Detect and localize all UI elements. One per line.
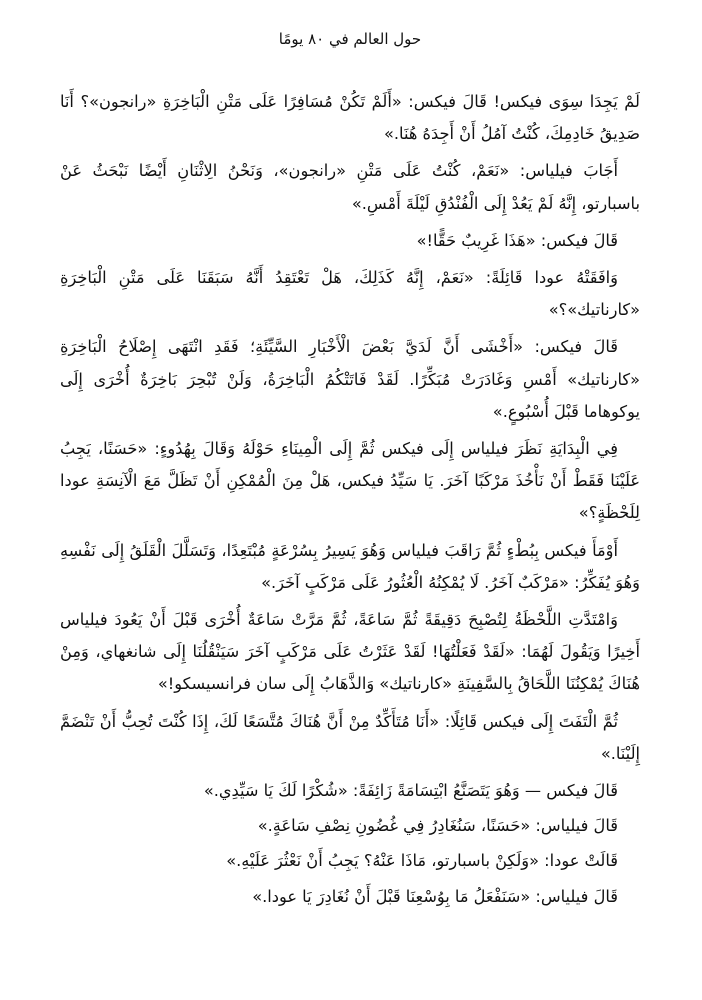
paragraph: قَالَ فيلياس: «سَنَفْعَلُ مَا بِوُسْعِنَا قَبْلَ أَنْ نُغَادِرَ يَا عودا.» [252, 886, 618, 906]
paragraph: وَامْتَدَّتِ اللَّحْظَةُ لِتُصْبِحَ دَقِيقَةً ثُمَّ سَاعَةً، ثُمَّ مَرَّتْ سَاعَةٌ أُخْرَى قَبْلَ أَنْ يَعُودَ فيلياس أَخِيرًا وَيَقُولَ لَهُمَا: «لَقَدْ فَعَلْتُهَا! لَقَدْ عَثَرْتُ عَلَى مَرْكَبٍ آخَرَ سَيَنْقُلُنَا إِلَى شانغهاي، وَمِنْ هُنَاكَ يُمْكِنُنَا اللَّحَاقُ بِالسَّفِينَةِ «كارناتيك» وَالذَّهَابُ إِلَى سان فرانسيسكو!» [60, 610, 640, 694]
paragraph: قَالَ فيكس: «أَخْشَى أَنَّ لَدَيَّ بَعْضَ الْأَخْبَارِ السَّيِّئَةِ؛ فَقَدِ انْتَهَى إِصْلَاحُ الْبَاخِرَةِ «كارناتيك» أَمْسِ وَغَادَرَتْ مُبَكِّرًا. لَقَدْ فَاتَتْكُمُ الْبَاخِرَةُ، وَلَنْ تُبْحِرَ بَاخِرَةٌ أُخْرَى إِلَى يوكوهاما قَبْلَ أُسْبُوعٍ.» [60, 337, 640, 421]
paragraph: قَالَتْ عودا: «وَلَكِنْ باسبارتو، مَاذَا عَنْهُ؟ يَجِبُ أَنْ نَعْثُرَ عَلَيْهِ.» [226, 851, 618, 871]
paragraph: أَوْمَأَ فيكس بِبُطْءٍ ثُمَّ رَاقَبَ فيلياس وَهُوَ يَسِيرُ بِسُرْعَةٍ مُبْتَعِدًا، وَتَسَلَّلَ الْقَلَقُ إِلَى نَفْسِهِ وَهُوَ يُفَكِّرُ: «مَرْكَبٌ آخَرُ. لَا يُمْكِنُهُ الْعُثُورُ عَلَى مَرْكَبٍ آخَرَ.» [60, 540, 640, 592]
paragraph: قَالَ فيكس — وَهُوَ يَتَصَنَّعُ ابْتِسَامَةً زَائِفَةً: «شُكْرًا لَكَ يَا سَيِّدِي.» [203, 781, 618, 801]
body-text [60, 86, 640, 913]
running-header: حول العالم في ٨٠ يومًا [278, 30, 422, 48]
paragraph: قَالَ فيكس: «هَذَا غَرِيبٌ حَقًّا!» [416, 230, 618, 250]
paragraph: قَالَ فيلياس: «حَسَنًا، سَنُغَادِرُ فِي غُضُونِ نِصْفِ سَاعَةٍ.» [257, 816, 618, 836]
paragraph: فِي الْبِدَايَةِ نَظَرَ فيلياس إِلَى فيكس ثُمَّ إِلَى الْمِينَاءِ حَوْلَهُ وَقَالَ بِهُدُوءٍ: «حَسَنًا، يَجِبُ عَلَيْنَا فَقَطْ أَنْ نَأْخُذَ مَرْكَبًا آخَرَ. يَا سَيِّدُ فيكس، هَلْ مِنَ الْمُمْكِنِ أَنْ تَظَلَّ مَعَ الْآنِسَةِ عودا لِلَحْظَةٍ؟» [60, 439, 640, 523]
paragraph: وَافَقَتْهُ عودا قَائِلَةً: «نَعَمْ، إِنَّهُ كَذَلِكَ، هَلْ تَعْتَقِدُ أَنَّهُ سَبَقَنَا عَلَى مَتْنِ الْبَاخِرَةِ «كارناتيك»؟» [60, 268, 640, 320]
paragraph: لَمْ يَجِدَا سِوَى فيكس! قَالَ فيكس: «أَلَمْ تَكُنْ مُسَافِرًا عَلَى مَتْنِ الْبَاخِرَةِ «رانجون»؟ أَنَا صَدِيقُ خَادِمِكَ، كُنْتُ آمُلُ أَنْ أَجِدَهُ هُنَا.» [60, 92, 640, 144]
paragraph: أَجَابَ فيلياس: «نَعَمْ، كُنْتُ عَلَى مَتْنِ «رانجون»، وَنَحْنُ الِاثْنَانِ أَيْضًا نَبْحَثُ عَنْ باسبارتو، إِنَّهُ لَمْ يَعُدْ إِلَى الْفُنْدُقِ لَيْلَةَ أَمْسِ.» [60, 161, 640, 213]
paragraph: ثُمَّ الْتَفَتَ إِلَى فيكس قَائِلًا: «أَنَا مُتَأَكِّدٌ مِنْ أَنَّ هُنَاكَ مُتَّسَعًا لَكَ، إِذَا كُنْتَ تُحِبُّ أَنْ تَنْضَمَّ إِلَيْنَا.» [60, 711, 640, 763]
